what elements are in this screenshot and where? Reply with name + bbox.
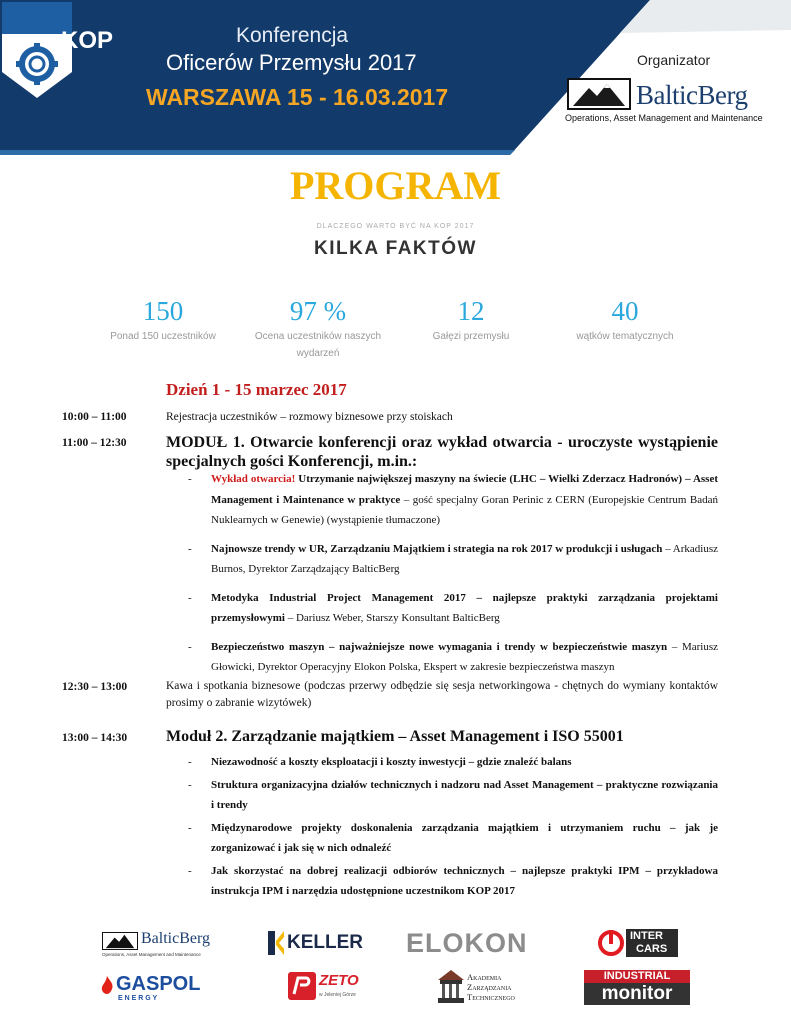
akademia-text-1: Akademia <box>467 972 502 982</box>
zeto-logo <box>288 970 368 1006</box>
topic-title: Struktura organizacyjna działów technicznych i nadzoru nad Asset Management – praktyczne rozwiązania i trendy <box>211 778 718 811</box>
dash-icon: - <box>188 542 192 555</box>
fact-participants <box>104 296 222 345</box>
monitor-text: monitor <box>584 983 690 1005</box>
zeto-mark-icon <box>288 972 316 1000</box>
balticberg-sponsor-logo <box>102 930 212 960</box>
zeto-sub-text: w Jeleniej Górze <box>319 992 356 998</box>
fact-rating <box>248 296 388 362</box>
fact-industries <box>412 296 530 345</box>
agenda-time: 11:00 – 12:30 <box>62 437 127 449</box>
industrial-monitor-logo <box>584 970 690 1006</box>
brand-part-a: Baltic <box>636 80 698 110</box>
topic-title: Międzynarodowe projekty doskonalenia zarządzania majątkiem i utrzymaniem ruchu – jak je zorganizować i jak się w nich odnaleźć <box>211 821 718 854</box>
fact-label: Gałęzi przemysłu <box>432 331 510 342</box>
keller-logo <box>268 930 368 956</box>
dash-icon: - <box>188 778 192 791</box>
zeto-text: ZETO <box>319 972 359 989</box>
conference-name: Oficerów Przemysłu 2017 <box>166 50 417 75</box>
talk-title: Metodyka Industrial Project Management 2017 – najlepsze praktyki zarządzania projektami przemysłowymi <box>211 591 718 624</box>
elokon-logo: ELOKON <box>406 928 528 958</box>
dash-icon: - <box>188 591 192 604</box>
mountain-icon <box>102 932 138 950</box>
organizer-tagline: Operations, Asset Management and Maintenance <box>565 113 763 123</box>
agenda-item-coffee-break: Kawa i spotkania biznesowe (podczas przerwy odbędzie się sesja networkingowa - chętnych do wymiany kontaktów prosimy o zabranie wizytówek) <box>166 680 718 709</box>
brand-part-b: Berg <box>697 80 748 110</box>
fact-label: wątków tematycznych <box>576 331 674 342</box>
module-1-title: MODUŁ 1. Otwarcie konferencji oraz wykład otwarcia - uroczyste wystąpienie specjalnych gości Konferencji, m.in.: <box>166 434 718 470</box>
dash-icon: - <box>188 473 192 485</box>
sponsor-tagline: Operations, Asset Management and Maintenance <box>102 952 201 957</box>
talk-speaker: – Arkadiusz Burnos, Dyrektor Zarządzający BalticBerg <box>211 542 719 575</box>
brand-part-b: Berg <box>179 930 211 947</box>
highlight-label: Wykład otwarcia! <box>211 473 296 485</box>
keller-text: KELLER <box>287 932 363 953</box>
akademia-text-2: Zarządzania <box>467 982 512 992</box>
banner-background <box>0 0 791 155</box>
talk-speaker: – Mariusz Głowicki, Dyrektor Operacyjny Elokon Polska, Ekspert w zakresie bezpieczeństwa maszyn <box>211 640 718 673</box>
list-item <box>188 539 718 580</box>
facts-heading: KILKA FAKTÓW <box>314 238 477 259</box>
akademia-logo <box>438 970 528 1006</box>
header-banner <box>0 0 791 155</box>
module-1-bullets <box>188 469 718 678</box>
intercars-text-2: CARS <box>636 943 668 955</box>
dash-icon: - <box>188 756 192 768</box>
intercars-logo <box>598 928 680 958</box>
list-item <box>188 861 718 902</box>
gaspol-flame-icon <box>100 976 114 994</box>
list-item <box>188 752 718 773</box>
agenda-time: 13:00 – 14:30 <box>62 732 128 744</box>
kop-logo-text: KOP <box>60 27 113 54</box>
akademia-text-3: Technicznego <box>467 992 515 1002</box>
industrial-text: INDUSTRIAL <box>584 970 690 983</box>
module-2-bullets <box>188 752 718 902</box>
akademia-text <box>467 972 515 1002</box>
fact-label: Ponad 150 uczestników <box>110 331 216 342</box>
fact-value: 12 <box>457 296 485 326</box>
intercars-circle-icon <box>598 930 624 956</box>
day-heading: Dzień 1 - 15 marzec 2017 <box>166 380 347 399</box>
topic-title: Niezawodność a koszty eksploatacji i koszty inwestycji – gdzie znaleźć balans <box>211 756 572 768</box>
organizer-brand <box>636 80 747 111</box>
talk-speaker: – gość specjalny Goran Perinic z CERN (Europejskie Centrum Badań Nuklearnych w Genewie) (wystąpienie tłumaczone) <box>211 493 718 526</box>
dash-icon: - <box>188 864 192 877</box>
list-item <box>188 469 718 531</box>
fact-value: 150 <box>142 296 184 326</box>
list-item <box>188 818 718 859</box>
intercars-text-box <box>626 929 678 957</box>
conference-label: Konferencja <box>236 24 349 47</box>
talk-title: Utrzymanie największej maszyny na świecie (LHC – Wielki Zderzacz Hadronów) – Asset Management i Maintenance w praktyce <box>211 473 719 506</box>
gaspol-logo <box>100 972 215 1004</box>
fact-label: Ocena uczestników naszych wydarzeń <box>254 331 382 359</box>
agenda-time: 10:00 – 11:00 <box>62 411 127 423</box>
module-2-title: Moduł 2. Zarządzanie majątkiem – Asset Management i ISO 55001 <box>166 728 624 745</box>
list-item <box>188 637 718 678</box>
program-title: PROGRAM <box>289 163 502 208</box>
why-attend-label: DLACZEGO WARTO BYĆ NA KOP 2017 <box>316 223 475 230</box>
dash-icon: - <box>188 640 192 653</box>
fact-value: 97 % <box>289 296 347 326</box>
agenda-time: 12:30 – 13:00 <box>62 681 128 693</box>
talk-title: Bezpieczeństwo maszyn – najważniejsze nowe wymagania i trendy w bezpieczeństwie maszyn <box>211 640 668 653</box>
akademia-building-icon <box>438 970 464 1004</box>
gaspol-text: GASPOL <box>116 973 201 995</box>
organizer-label: Organizator <box>637 52 711 68</box>
agenda-item-registration: Rejestracja uczestników – rozmowy biznesowe przy stoiskach <box>166 411 453 423</box>
gaspol-sub-text: E N E R G Y <box>118 995 158 1002</box>
list-item <box>188 588 718 629</box>
talk-title: Najnowsze trendy w UR, Zarządzaniu Majątkiem i strategia na rok 2017 w produkcji i usługach <box>211 542 663 555</box>
keller-mark-icon <box>268 931 284 955</box>
fact-topics <box>560 296 690 345</box>
talk-speaker: – Dariusz Weber, Starszy Konsultant BalticBerg <box>287 612 500 624</box>
topic-title: Jak skorzystać na dobrej realizacji odbiorów technicznych – najlepsze praktyki IPM – przykładowa instrukcja IPM i narzędzia udostępnione uczestnikom KOP 2017 <box>211 864 718 897</box>
brand-part-a: Baltic <box>141 930 180 947</box>
balticberg-mountain-icon <box>567 78 631 110</box>
sponsor-brand <box>141 930 210 948</box>
list-item <box>188 775 718 816</box>
fact-value: 40 <box>611 296 639 326</box>
dash-icon: - <box>188 821 192 834</box>
intercars-text-1: INTER <box>630 930 663 942</box>
conference-date: WARSZAWA 15 - 16.03.2017 <box>146 84 449 110</box>
